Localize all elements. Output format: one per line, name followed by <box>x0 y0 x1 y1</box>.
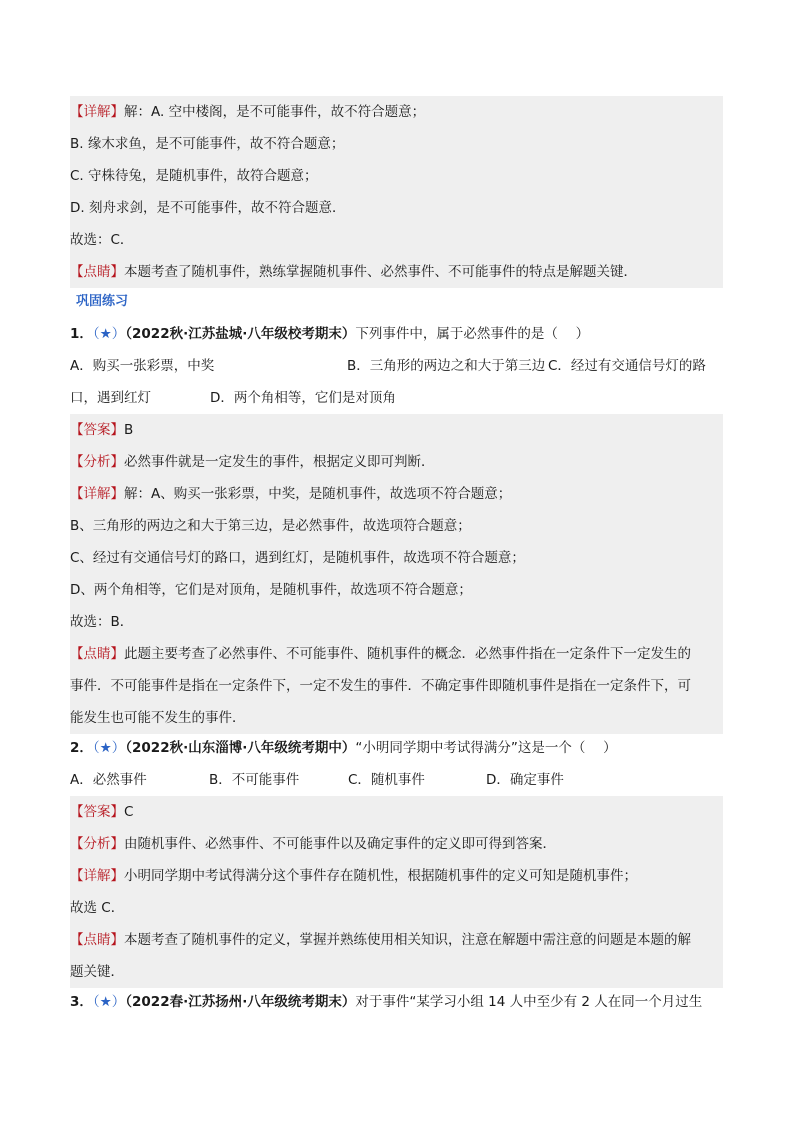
choose-line: 故选：B． <box>70 606 723 638</box>
question-1-stem <box>70 318 723 350</box>
analysis-tag: 【分析】 <box>70 454 124 470</box>
star-icon: （★） <box>92 326 126 342</box>
point-tag: 【点睛】 <box>70 932 124 948</box>
point-line <box>70 638 723 670</box>
detail-tag: 【详解】 <box>70 868 124 884</box>
option-c: C．随机事件 <box>348 772 425 788</box>
star-icon: （★） <box>92 740 126 756</box>
point-text: 本题考查了随机事件，熟练掌握随机事件、必然事件、不可能事件的特点是解题关键． <box>124 264 637 280</box>
detail-line <box>70 860 723 892</box>
question-source: （2022春·江苏扬州·八年级统考期末） <box>125 994 356 1010</box>
detail-text: 解：A. 空中楼阁，是不可能事件，故不符合题意； <box>124 104 426 120</box>
point-text: 本题考查了随机事件的定义，掌握并熟练使用相关知识，注意在解题中需注意的问题是本题的解 <box>124 932 691 948</box>
point-tag: 【点睛】 <box>70 646 124 662</box>
point-text: 此题主要考查了必然事件、不可能事件、随机事件的概念．必然事件指在一定条件下一定发生的 <box>124 646 691 662</box>
question-text: 对于事件“某学习小组 14 人中至少有 2 人在同一个月过生 <box>355 994 703 1010</box>
question-1-options-cont <box>70 382 723 414</box>
question-2-stem <box>70 732 723 764</box>
question-2-options <box>70 764 723 796</box>
point-line: 能发生也可能不发生的事件． <box>70 702 723 734</box>
star-icon: （★） <box>92 994 126 1010</box>
answer-tag: 【答案】 <box>70 804 124 820</box>
option-b: B．不可能事件 <box>209 772 300 788</box>
question-1-options <box>70 350 723 382</box>
answer-tag: 【答案】 <box>70 422 124 438</box>
point-line <box>70 256 723 288</box>
option-d: D．两个角相等，它们是对顶角 <box>210 390 396 406</box>
detail-line <box>70 96 723 128</box>
question-source: （2022秋·江苏盐城·八年级校考期末） <box>125 326 356 342</box>
detail-line: B. 缘木求鱼，是不可能事件，故不符合题意； <box>70 128 723 160</box>
detail-text: 解：A、购买一张彩票，中奖，是随机事件，故选项不符合题意； <box>124 486 512 502</box>
analysis-line <box>70 828 723 860</box>
detail-tag: 【详解】 <box>70 486 124 502</box>
option-a: A．必然事件 <box>70 772 147 788</box>
detail-line <box>70 478 723 510</box>
detail-line: D. 刻舟求剑，是不可能事件，故不符合题意． <box>70 192 723 224</box>
detail-text: 小明同学期中考试得满分这个事件存在随机性，根据随机事件的定义可知是随机事件； <box>124 868 637 884</box>
answer-value: C <box>124 804 134 820</box>
detail-tag: 【详解】 <box>70 104 124 120</box>
option-d: D．确定事件 <box>486 772 564 788</box>
question-text: 下列事件中，属于必然事件的是（ ） <box>355 326 590 342</box>
question-number: 3． <box>70 994 93 1010</box>
option-c: C．经过有交通信号灯的路 <box>548 358 706 374</box>
question-number: 2． <box>70 740 93 756</box>
question-3-stem <box>70 986 723 1018</box>
detail-line: B、三角形的两边之和大于第三边，是必然事件，故选项符合题意； <box>70 510 723 542</box>
point-tag: 【点睛】 <box>70 264 124 280</box>
section-title: 巩固练习 <box>76 294 129 309</box>
analysis-line <box>70 446 723 478</box>
choose-line: 故选 C． <box>70 892 723 924</box>
option-c-cont: 口，遇到红灯 <box>70 390 151 406</box>
option-a: A．购买一张彩票，中奖 <box>70 358 215 374</box>
detail-line: D、两个角相等，它们是对顶角，是随机事件，故选项不符合题意； <box>70 574 723 606</box>
detail-line: C、经过有交通信号灯的路口，遇到红灯，是随机事件，故选项不符合题意； <box>70 542 723 574</box>
answer-line <box>70 414 723 446</box>
answer-value: B <box>124 422 134 438</box>
point-line <box>70 924 723 956</box>
analysis-text: 由随机事件、必然事件、不可能事件以及确定事件的定义即可得到答案． <box>124 836 556 852</box>
analysis-text: 必然事件就是一定发生的事件，根据定义即可判断． <box>124 454 435 470</box>
analysis-tag: 【分析】 <box>70 836 124 852</box>
point-line: 题关键． <box>70 956 723 988</box>
choose-line: 故选：C． <box>70 224 723 256</box>
point-line: 事件．不可能事件是指在一定条件下，一定不发生的事件．不确定事件即随机事件是指在一定条件下，可 <box>70 670 723 702</box>
answer-line <box>70 796 723 828</box>
question-source: （2022秋·山东淄博·八年级统考期中） <box>125 740 356 756</box>
detail-line: C. 守株待兔，是随机事件，故符合题意； <box>70 160 723 192</box>
question-number: 1． <box>70 326 93 342</box>
option-b: B．三角形的两边之和大于第三边 <box>347 358 546 374</box>
question-text: “小明同学期中考试得满分”这是一个（ ） <box>355 740 617 756</box>
